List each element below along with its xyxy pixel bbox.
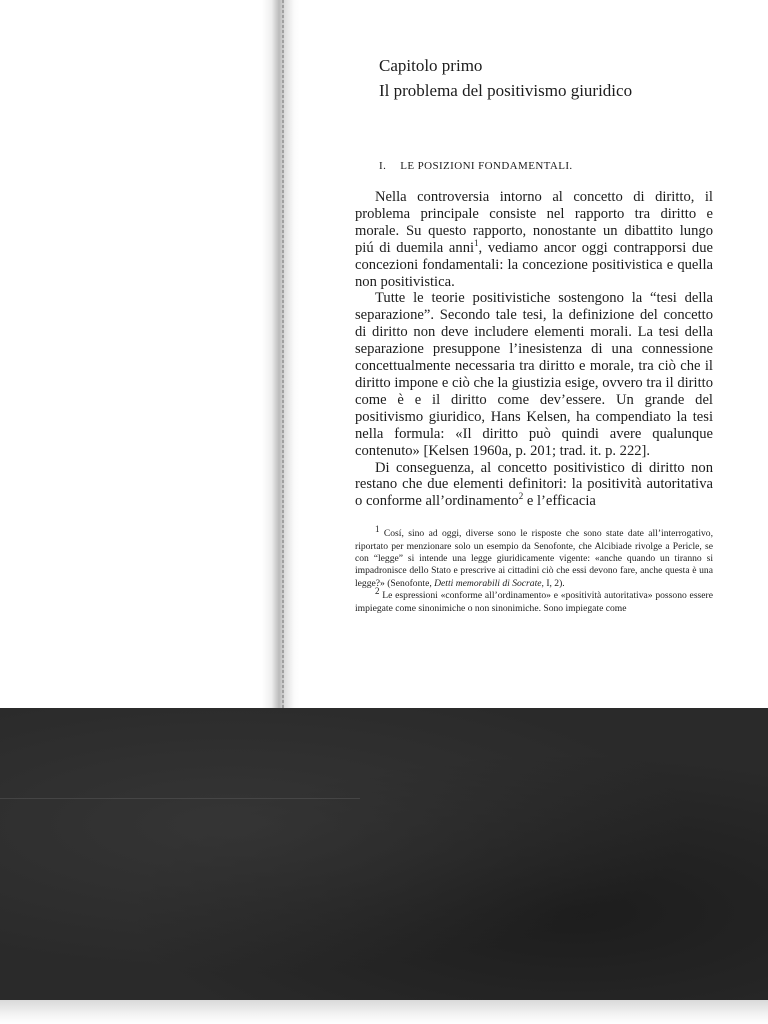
scanner-dark-area — [0, 708, 768, 1000]
footnote: $^1$ Cosí, sino ad oggi, diverse sono le risposte che sono state date all’interrogativo, riportato per menzionare solo un esempio da Senofonte, che Alcibiade rivolge a Pericle, se con “legge” si intende una legge giuridicamente vigente: «anche quando un tiranno si impadronisce dello Stato e prescrive ai cittadini ciò che essi devono fare, anche questa è una legge?» (Senofonte, Detti memorabili di Socrate, I, 2). — [355, 524, 713, 589]
footnote-number: 1 — [375, 524, 380, 535]
book-page — [355, 55, 713, 615]
footnotes — [355, 524, 713, 615]
paragraph: Nella controversia intorno al concetto di diritto, il problema principale consiste nel rapporto tra diritto e morale. Su questo rapporto, nonostante un dibattito lungo piú di duemila anni$^1$, vediamo ancor oggi contrapporsi due concezioni fondamentali: la concezione positivistica e quella non positivistica. — [355, 189, 713, 290]
body-text — [355, 189, 713, 510]
paragraph: Di conseguenza, al concetto positivistico di diritto non restano che due elementi definitori: la positività autoritativa o conforme all’ordinamento$^2$ e l’efficacia — [355, 459, 713, 510]
section-number: I. — [379, 160, 387, 172]
book-gutter-shadow — [262, 0, 300, 708]
book-spine-line — [282, 0, 284, 708]
footnote-number: 2 — [375, 586, 380, 597]
scanner-fold-line — [0, 798, 360, 799]
footnote-marker: 1 — [474, 237, 479, 248]
chapter-title: Il problema del positivismo giuridico — [379, 81, 633, 100]
chapter-label: Capitolo primo — [379, 56, 483, 75]
section-title: LE POSIZIONI FONDAMENTALI. — [400, 160, 573, 172]
section-heading — [379, 159, 713, 173]
footnote-marker: 2 — [518, 491, 524, 502]
footnote-source-title: Detti memorabili di Socrate — [434, 577, 542, 589]
footnote: $^2$ Le espressioni «conforme all’ordinamento» e «positività autoritativa» possono essere impiegate come sinonimiche o non sinonimiche. Sono impiegate come — [355, 586, 713, 614]
paragraph: Tutte le teorie positivistiche sostengono la “tesi della separazione”. Secondo tale tesi, la definizione del concetto di diritto non deve includere elementi morali. La tesi della separazione presuppone l’inesistenza di una connessione concettualmente necessaria tra diritto e morale, tra ciò che il diritto impone e ciò che la giustizia esige, ovvero tra il diritto come è e il diritto come dev’essere. Un grande del positivismo giuridico, Hans Kelsen, ha compendiato la tesi nella formula: «Il diritto può quindi avere qualunque contenuto» [Kelsen 1960a, p. 201; trad. it. p. 222]. — [355, 290, 713, 459]
scanner-bottom-edge — [0, 1000, 768, 1024]
